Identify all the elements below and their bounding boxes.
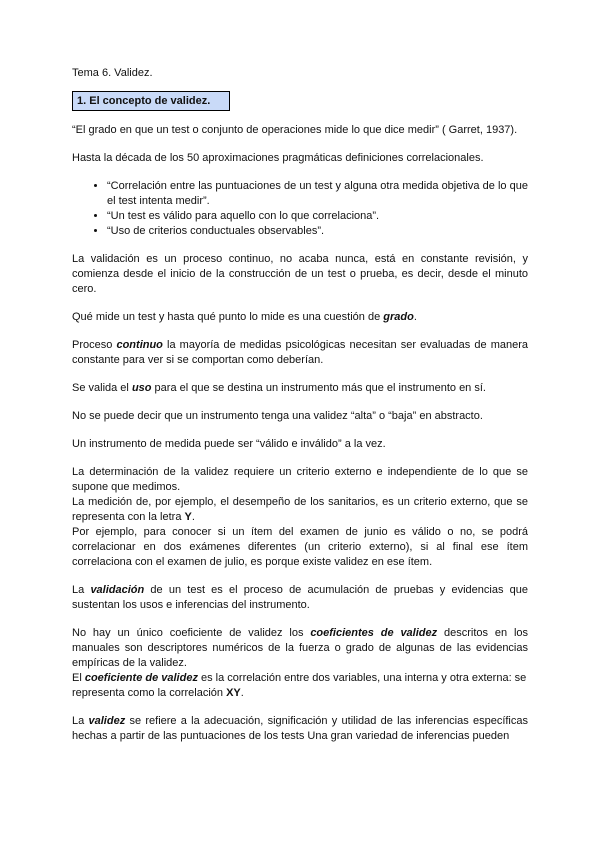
coefficient-text: El <box>72 672 85 684</box>
list-item: • “Uso de criterios conductuales observables”. <box>107 224 528 239</box>
coefficients-rest: descritos en los manuales son descriptores numéricos de la fuerza o grado de algunas de las evidencias empíricas de la validez. <box>72 627 529 669</box>
coefficient-mid: es la correlación entre dos variables, una interna y otra externa: se representa como la correlación <box>72 672 527 699</box>
list-item: • “Un test es válido para aquello con lo que correlaciona”. <box>107 209 528 224</box>
document-page <box>72 66 528 744</box>
continuous-emphasis: continuo <box>116 339 163 351</box>
validation-paragraph: La validación es un proceso continuo, no acaba nunca, está en constante revisión, y comienza desde el inicio de la construcción de un test o prueba, es decir, desde el minuto cero. <box>72 253 528 295</box>
validity-text: La <box>72 715 89 727</box>
intro-paragraph: Hasta la década de los 50 aproximaciones pragmáticas definiciones correlacionales. <box>72 152 484 164</box>
use-text: Se valida el <box>72 382 132 394</box>
measurement-text: La medición de, por ejemplo, el desempeño de los sanitarios, es un criterio externo, que se representa con la letra <box>72 496 528 523</box>
document-title: Tema 6. Validez. <box>72 67 153 79</box>
continuous-text: Proceso <box>72 339 117 351</box>
validation-process-text: La <box>72 584 91 596</box>
degree-text: Qué mide un test y hasta qué punto lo mide es una cuestión de <box>72 311 384 323</box>
validation-process-rest: de un test es el proceso de acumulación de pruebas y evidencias que sustentan los usos e inferencias del instrumento. <box>72 584 528 611</box>
list-item: • “Correlación entre las puntuaciones de un test y alguna otra medida objetiva de lo que el test intenta medir”. <box>107 179 528 209</box>
measurement-letter: Y <box>184 511 192 523</box>
abstract-paragraph: No se puede decir que un instrumento tenga una validez “alta” o “baja” en abstracto. <box>72 410 483 422</box>
determination-paragraph: La determinación de la validez requiere un criterio externo e independiente de lo que se supone que medimos. <box>72 466 528 493</box>
definitions-list <box>72 179 528 239</box>
quote-paragraph: “El grado en que un test o conjunto de operaciones mide lo que dice medir” ( Garret, 1937). <box>72 124 518 136</box>
coefficients-paragraph <box>72 626 528 671</box>
coefficient-emphasis: coeficiente de validez <box>84 672 198 684</box>
example-paragraph: Por ejemplo, para conocer si un ítem del examen de junio es válido o no, se podrá correlacionar en dos exámenes diferentes (un criterio externo), si al final ese ítem correlaciona con el examen de julio, es porque existe validez en ese ítem. <box>72 526 528 568</box>
validity-paragraph <box>72 714 528 744</box>
validation-process-paragraph <box>72 583 528 613</box>
measurement-end: . <box>191 511 195 523</box>
continuous-rest: la mayoría de medidas psicológicas necesitan ser evaluadas de manera constante para ver si se comportan como deberían. <box>72 339 528 366</box>
degree-end: . <box>413 311 417 323</box>
validity-emphasis: validez <box>88 715 126 727</box>
section-heading-text: 1. El concepto de validez. <box>77 95 211 107</box>
use-emphasis: uso <box>131 382 152 394</box>
degree-emphasis: grado <box>383 311 414 323</box>
valid-invalid-paragraph: Un instrumento de medida puede ser “válido e inválido” a la vez. <box>72 438 386 450</box>
coefficient-paragraph <box>72 671 528 701</box>
validation-process-emphasis: validación <box>90 584 145 596</box>
degree-paragraph <box>72 310 528 325</box>
validity-rest: se refiere a la adecuación, significación y utilidad de las inferencias específicas hechas a partir de las puntuaciones de los tests Una gran variedad de inferencias pueden <box>72 715 528 742</box>
use-paragraph <box>72 381 528 396</box>
coefficients-emphasis: coeficientes de validez <box>310 627 438 639</box>
section-heading <box>72 91 230 111</box>
continuous-paragraph <box>72 338 528 368</box>
use-rest: para el que se destina un instrumento más que el instrumento en sí. <box>151 382 486 394</box>
measurement-paragraph <box>72 495 528 525</box>
coefficient-xy: XY <box>226 687 241 699</box>
coefficients-text: No hay un único coeficiente de validez los <box>72 627 311 639</box>
coefficient-end: . <box>240 687 244 699</box>
